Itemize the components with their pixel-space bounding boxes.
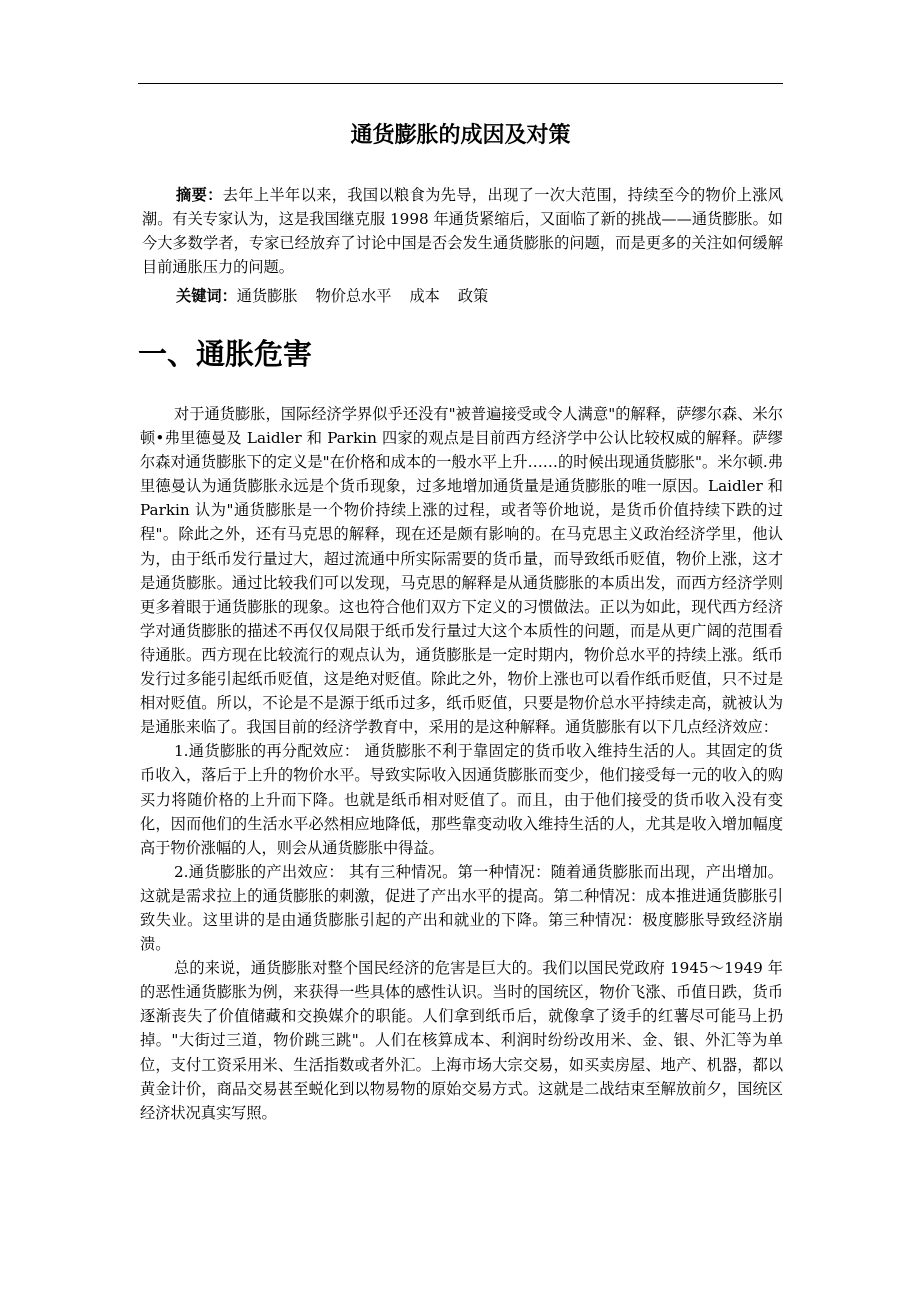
keyword: 政策 bbox=[457, 287, 489, 305]
keyword: 通货膨胀 bbox=[236, 287, 298, 305]
keyword: 物价总水平 bbox=[315, 287, 392, 305]
abstract-label: 摘要： bbox=[176, 186, 223, 204]
body-paragraph: 总的来说，通货膨胀对整个国民经济的危害是巨大的。我们以国民党政府 1945～1949 年的恶性通货膨胀为例，来获得一些具体的感性认识。当时的国统区，物价飞涨、币值日跌，货币逐渐丧失了价值储藏和交换媒介的职能。人们拿到纸币后，就像拿了烫手的红薯尽可能马上扔掉。"大街过三道，物价跳三跳"。人们在核算成本、利润时纷纷改用米、金、银、外汇等为单位，支付工资采用米、生活指数或者外汇。上海市场大宗交易，如买卖房屋、地产、机器，都以黄金计价，商品交易甚至蜕化到以物易物的原始交易方式。这就是二战结束至解放前夕，国统区经济状况真实写照。 bbox=[140, 959, 783, 1122]
section-heading: 一、通胀危害 bbox=[138, 337, 313, 371]
body-paragraph: 2.通货膨胀的产出效应： 其有三种情况。第一种情况：随着通货膨胀而出现，产出增加。这就是需求拉上的通货膨胀的刺激，促进了产出水平的提高。第二种情况：成本推进通货膨胀引致失业。这里讲的是由通货膨胀引起的产出和就业的下降。第三种情况：极度膨胀导致经济崩溃。 bbox=[140, 862, 783, 954]
keyword: 成本 bbox=[409, 287, 440, 305]
section-body bbox=[140, 402, 783, 1125]
keywords-label: 关键词： bbox=[176, 287, 237, 305]
body-paragraph: 对于通货膨胀，国际经济学界似乎还没有"被普遍接受或令人满意"的解释，萨缪尔森、米尔顿•弗里德曼及 Laidler 和 Parkin 四家的观点是目前西方经济学中公认比较权威的解释。萨缪尔森对通货膨胀下的定义是"在价格和成本的一般水平上升……的时候出现通货膨胀"。米尔顿.弗里德曼认为通货膨胀永远是个货币现象，过多地增加通货量是通货膨胀的唯一原因。Laidler 和 Parkin 认为"通货膨胀是一个物价持续上涨的过程，或者等价地说，是货币价值持续下跌的过程"。除此之外，还有马克思的解释，现在还是颇有影响的。在马克思主义政治经济学里，他认为，由于纸币发行量过大，超过流通中所实际需要的货币量，而导致纸币贬值，物价上涨，这才是通货膨胀。通过比较我们可以发现，马克思的解释是从通货膨胀的本质出发，而西方经济学则更多着眼于通货膨胀的现象。这也符合他们双方下定义的习惯做法。正以为如此，现代西方经济学对通货膨胀的描述不再仅仅局限于纸币发行量过大这个本质性的问题，而是从更广阔的范围看待通胀。西方现在比较流行的观点认为，通货膨胀是一定时期内，物价总水平的持续上涨。纸币发行过多能引起纸币贬值，这是绝对贬值。除此之外，物价上涨也可以看作纸币贬值，只不过是相对贬值。所以，不论是不是源于纸币过多，纸币贬值，只要是物价总水平持续走高，就被认为是通胀来临了。我国目前的经济学教育中，采用的是这种解释。通货膨胀有以下几点经济效应： bbox=[140, 405, 783, 737]
body-paragraph: 1.通货膨胀的再分配效应： 通货膨胀不利于靠固定的货币收入维持生活的人。其固定的货币收入，落后于上升的物价水平。导致实际收入因通货膨胀而变少，他们接受每一元的收入的购买力将随价格的上升而下降。也就是纸币相对贬值了。而且，由于他们接受的货币收入没有变化，因而他们的生活水平必然相应地降低，那些靠变动收入维持生活的人，尤其是收入增加幅度高于物价涨幅的人，则会从通货膨胀中得益。 bbox=[140, 742, 783, 857]
keywords bbox=[176, 284, 488, 308]
abstract bbox=[142, 183, 783, 279]
header-rule bbox=[138, 83, 783, 84]
document-title: 通货膨胀的成因及对策 bbox=[350, 123, 571, 148]
abstract-text: 去年上半年以来，我国以粮食为先导，出现了一次大范围，持续至今的物价上涨风潮。有关专家认为，这是我国继克服 1998 年通货紧缩后，又面临了新的挑战——通货膨胀。如今大多数学者，专家已经放弃了讨论中国是否会发生通货膨胀的问题，而是更多的关注如何缓解目前通胀压力的问题。 bbox=[142, 186, 784, 277]
